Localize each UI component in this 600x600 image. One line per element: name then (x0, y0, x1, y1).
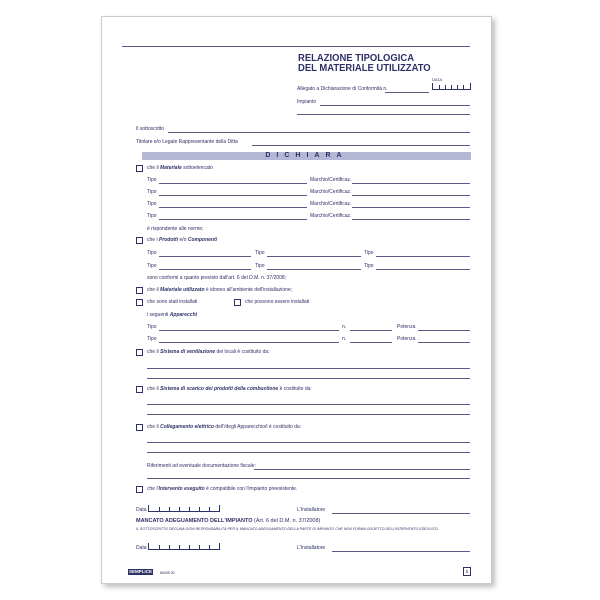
tipo-label: Tipo (147, 324, 157, 330)
collegamento-field[interactable] (147, 442, 470, 443)
tipo-label: Tipo (364, 250, 374, 256)
installatore-label: L'Installatore (297, 507, 326, 513)
impianto-field-2[interactable] (297, 114, 470, 115)
n-label: n. (342, 336, 347, 342)
intervento-checkbox[interactable] (136, 486, 143, 493)
scarico-label: che il Sistema di scarico dei prodotti della combustione è costituito da: (147, 386, 312, 392)
installati-checkbox[interactable] (136, 299, 143, 306)
possono-installati-label: che possono essere installati (245, 299, 310, 305)
titolare-label: Titolare e/o Legale Rappresentante della Ditta (136, 139, 238, 145)
tipo-field[interactable] (267, 269, 361, 270)
tipo-field[interactable] (159, 256, 251, 257)
allegato-field[interactable] (385, 92, 429, 93)
installatore-label: L'Installatore (297, 545, 326, 551)
mancato-heading: MANCATO ADEGUAMENTO DELL'IMPIANTO (Art. 6 del D.M. n. 37/2008) (136, 518, 321, 524)
installatore-signature-field[interactable] (332, 551, 470, 552)
top-rule (122, 46, 470, 47)
ventilazione-field[interactable] (147, 368, 470, 369)
marchio-label: Marchio/Certificaz. (310, 189, 352, 195)
tipo-label: Tipo (147, 336, 157, 342)
tipo-label: Tipo (255, 250, 265, 256)
potenza-label: Potenza (397, 336, 416, 342)
scarico-field[interactable] (147, 404, 470, 405)
tipo-field[interactable] (376, 269, 470, 270)
apparecchi-label: i seguenti Apparecchi (147, 312, 198, 318)
allegato-label: Allegato a Dichiarazione di Conformità n. (297, 86, 388, 92)
sottoscritto-label: Il sottoscritto (136, 126, 165, 132)
ventilazione-checkbox[interactable] (136, 349, 143, 356)
n-field[interactable] (350, 330, 392, 331)
riferimenti-label: Riferimenti ad eventuale documentazione fiscale: (147, 463, 256, 469)
potenza-label: Potenza (397, 324, 416, 330)
data-label: Data (136, 545, 147, 551)
scarico-checkbox[interactable] (136, 386, 143, 393)
tipo-field[interactable] (159, 219, 307, 220)
collegamento-checkbox[interactable] (136, 424, 143, 431)
prodotti-label: che i Prodotti e/o Componenti (147, 237, 218, 243)
materiale-label: che il Materiale sottoelencato (147, 165, 213, 171)
tipo-label: Tipo (147, 250, 157, 256)
ventilazione-field-2[interactable] (147, 378, 470, 379)
tipo-label: Tipo (147, 177, 157, 183)
potenza-field[interactable] (418, 342, 470, 343)
marchio-field[interactable] (352, 219, 470, 220)
scarico-field-2[interactable] (147, 414, 470, 415)
data-label: DATA (432, 77, 443, 82)
riferimenti-field-2[interactable] (147, 478, 470, 479)
form-sheet (101, 16, 492, 584)
tipo-field[interactable] (376, 256, 470, 257)
possono-installati-checkbox[interactable] (234, 299, 241, 306)
marchio-field[interactable] (352, 195, 470, 196)
page-number: 5 (463, 567, 471, 576)
ventilazione-label: che il Sistema di ventilazione dei locali è costituito da: (147, 349, 270, 355)
rispondente-label: è rispondente alle norme; (147, 226, 204, 232)
date-field[interactable] (148, 505, 220, 512)
form-title: RELAZIONE TIPOLOGICA DEL MATERIALE UTILIZZATO (298, 52, 431, 74)
tipo-field[interactable] (159, 269, 251, 270)
tipo-label: Tipo (147, 263, 157, 269)
publisher-logo: SEMPLICE (129, 569, 153, 574)
installati-label: che sono stati installati (147, 299, 198, 305)
impianto-label: Impianto (297, 99, 317, 105)
marchio-field[interactable] (352, 183, 470, 184)
tipo-field[interactable] (159, 330, 339, 331)
potenza-field[interactable] (418, 330, 470, 331)
marchio-label: Marchio/Certificaz. (310, 177, 352, 183)
tipo-label: Tipo (255, 263, 265, 269)
n-field[interactable] (350, 342, 392, 343)
sottoscritto-field[interactable] (168, 132, 470, 133)
tipo-field[interactable] (267, 256, 361, 257)
tipo-label: Tipo (147, 201, 157, 207)
conformi-label: sono conformi a quanto previsto dall'art. 6 del D.M. n. 37/2008; (147, 275, 287, 281)
materiale-utilizzato-label: che il Materiale utilizzato è idoneo all'ambiente dell'installazione; (147, 287, 293, 293)
date-field[interactable] (148, 543, 220, 550)
titolare-field[interactable] (252, 145, 470, 146)
tipo-label: Tipo (147, 189, 157, 195)
tipo-field[interactable] (159, 342, 339, 343)
materiale-checkbox[interactable] (136, 165, 143, 172)
impianto-field[interactable] (320, 105, 470, 106)
marchio-label: Marchio/Certificaz. (310, 213, 352, 219)
prodotti-checkbox[interactable] (136, 237, 143, 244)
marchio-field[interactable] (352, 207, 470, 208)
tipo-label: Tipo (147, 213, 157, 219)
marchio-label: Marchio/Certificaz. (310, 201, 352, 207)
tipo-field[interactable] (159, 183, 307, 184)
collegamento-field-2[interactable] (147, 452, 470, 453)
installatore-signature-field[interactable] (332, 513, 470, 514)
data-label: Data (136, 507, 147, 513)
collegamento-label: che il Collegamento elettrico dell'/degli Apparecchio/i è costituito da: (147, 424, 302, 430)
tipo-label: Tipo (364, 263, 374, 269)
dichiara-banner: DICHIARA (142, 152, 471, 160)
form-code: 86495 00 (160, 571, 175, 575)
disclaimer-text: IL SOTTOSCRITTO DECLINA OGNI RESPONSABILITÀ PER IL MANCATO ADEGUAMENTO DELLA PARTE DI IMPIANTO CHE NON FORMA OGGETTO DELL'INTERVENTO ESEGUITO. (136, 527, 439, 531)
tipo-field[interactable] (159, 207, 307, 208)
n-label: n. (342, 324, 347, 330)
intervento-label: che l'Intervento eseguito è compatibile con l'impianto preesistente. (147, 486, 298, 492)
tipo-field[interactable] (159, 195, 307, 196)
materiale-utilizzato-checkbox[interactable] (136, 287, 143, 294)
data-field[interactable] (432, 83, 471, 90)
riferimenti-field[interactable] (254, 469, 470, 470)
